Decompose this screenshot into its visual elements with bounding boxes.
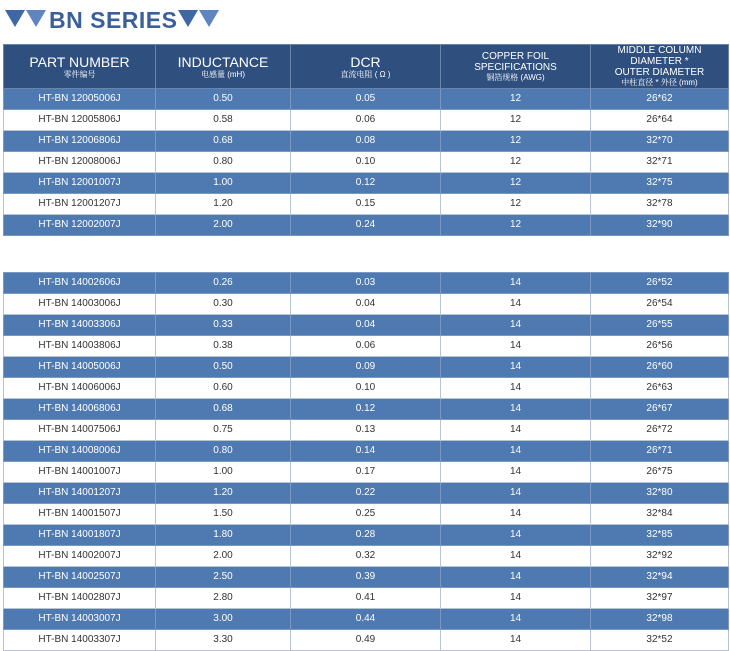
header-dcr: DCR 直流电阻 ( Ω ) <box>291 45 441 89</box>
cell-copper-foil: 14 <box>441 315 591 336</box>
cell-copper-foil: 14 <box>441 546 591 567</box>
cell-dimensions: 32*85 <box>591 525 729 546</box>
table-row <box>4 420 729 441</box>
cell-dcr: 0.13 <box>291 420 441 441</box>
table-row <box>4 546 729 567</box>
table-row <box>4 152 729 173</box>
cell-dcr: 0.25 <box>291 504 441 525</box>
double-triangle-icon <box>178 10 219 30</box>
table-row <box>4 110 729 131</box>
cell-part-number: HT-BN 14002807J <box>4 588 156 609</box>
cell-dcr: 0.28 <box>291 525 441 546</box>
cell-copper-foil: 14 <box>441 588 591 609</box>
table-row <box>4 315 729 336</box>
table-row <box>4 273 729 294</box>
table-row <box>4 483 729 504</box>
header-inductance: INDUCTANCE 电感量 (mH) <box>156 45 291 89</box>
cell-part-number: HT-BN 14008006J <box>4 441 156 462</box>
double-triangle-icon <box>5 10 46 30</box>
table-row <box>4 630 729 651</box>
cell-inductance: 0.50 <box>156 357 291 378</box>
cell-part-number: HT-BN 14001007J <box>4 462 156 483</box>
page-title: BN SERIES <box>49 7 178 33</box>
cell-part-number: HT-BN 14003006J <box>4 294 156 315</box>
triangle-icon <box>199 10 219 27</box>
cell-copper-foil: 14 <box>441 462 591 483</box>
cell-dimensions: 32*94 <box>591 567 729 588</box>
cell-inductance: 1.00 <box>156 462 291 483</box>
table-row <box>4 89 729 110</box>
cell-inductance: 0.75 <box>156 420 291 441</box>
cell-dimensions: 32*98 <box>591 609 729 630</box>
cell-dimensions: 26*71 <box>591 441 729 462</box>
cell-dcr: 0.24 <box>291 215 441 236</box>
header-dimensions: MIDDLE COLUMN DIAMETER * OUTER DIAMETER 中柱直径 * 外径 (mm) <box>591 45 729 89</box>
cell-part-number: HT-BN 14006006J <box>4 378 156 399</box>
cell-dcr: 0.15 <box>291 194 441 215</box>
cell-copper-foil: 12 <box>441 131 591 152</box>
cell-inductance: 1.00 <box>156 173 291 194</box>
cell-inductance: 2.00 <box>156 546 291 567</box>
cell-dimensions: 26*67 <box>591 399 729 420</box>
header-copper-foil: COPPER FOIL SPECIFICATIONS 铜箔规格 (AWG) <box>441 45 591 89</box>
title-bar <box>0 4 730 36</box>
cell-inductance: 1.20 <box>156 483 291 504</box>
cell-copper-foil: 14 <box>441 441 591 462</box>
cell-part-number: HT-BN 14001507J <box>4 504 156 525</box>
table-row <box>4 336 729 357</box>
cell-dcr: 0.08 <box>291 131 441 152</box>
cell-dimensions: 32*78 <box>591 194 729 215</box>
cell-dimensions: 32*80 <box>591 483 729 504</box>
cell-inductance: 0.80 <box>156 441 291 462</box>
cell-copper-foil: 12 <box>441 215 591 236</box>
cell-part-number: HT-BN 14002007J <box>4 546 156 567</box>
triangle-icon <box>5 10 25 27</box>
cell-inductance: 0.30 <box>156 294 291 315</box>
table-row <box>4 131 729 152</box>
cell-dimensions: 26*52 <box>591 273 729 294</box>
cell-inductance: 1.20 <box>156 194 291 215</box>
cell-part-number: HT-BN 14002507J <box>4 567 156 588</box>
cell-copper-foil: 14 <box>441 357 591 378</box>
cell-part-number: HT-BN 14007506J <box>4 420 156 441</box>
cell-inductance: 1.50 <box>156 504 291 525</box>
cell-dcr: 0.09 <box>291 357 441 378</box>
table-row <box>4 462 729 483</box>
table-row <box>4 567 729 588</box>
cell-dcr: 0.05 <box>291 89 441 110</box>
cell-copper-foil: 14 <box>441 525 591 546</box>
cell-part-number: HT-BN 14003306J <box>4 315 156 336</box>
cell-inductance: 2.80 <box>156 588 291 609</box>
cell-dimensions: 32*90 <box>591 215 729 236</box>
table-row <box>4 525 729 546</box>
cell-part-number: HT-BN 12008006J <box>4 152 156 173</box>
cell-dimensions: 32*97 <box>591 588 729 609</box>
cell-inductance: 0.58 <box>156 110 291 131</box>
table-header-row <box>4 45 729 89</box>
table-row <box>4 173 729 194</box>
cell-dimensions: 26*56 <box>591 336 729 357</box>
cell-dimensions: 26*54 <box>591 294 729 315</box>
cell-part-number: HT-BN 12001007J <box>4 173 156 194</box>
cell-inductance: 3.00 <box>156 609 291 630</box>
cell-inductance: 0.26 <box>156 273 291 294</box>
cell-copper-foil: 14 <box>441 609 591 630</box>
cell-dimensions: 26*64 <box>591 110 729 131</box>
cell-copper-foil: 14 <box>441 273 591 294</box>
cell-dcr: 0.04 <box>291 315 441 336</box>
cell-dcr: 0.10 <box>291 378 441 399</box>
cell-inductance: 0.50 <box>156 89 291 110</box>
cell-dcr: 0.06 <box>291 110 441 131</box>
table-row <box>4 378 729 399</box>
table-row <box>4 504 729 525</box>
cell-dimensions: 26*72 <box>591 420 729 441</box>
cell-dimensions: 32*52 <box>591 630 729 651</box>
table-row <box>4 588 729 609</box>
cell-part-number: HT-BN 14003307J <box>4 630 156 651</box>
cell-inductance: 0.60 <box>156 378 291 399</box>
cell-copper-foil: 14 <box>441 483 591 504</box>
cell-dimensions: 32*75 <box>591 173 729 194</box>
cell-inductance: 3.30 <box>156 630 291 651</box>
cell-inductance: 1.80 <box>156 525 291 546</box>
triangle-icon <box>178 10 198 27</box>
cell-dcr: 0.12 <box>291 399 441 420</box>
cell-dcr: 0.41 <box>291 588 441 609</box>
triangle-icon <box>26 10 46 27</box>
cell-part-number: HT-BN 12005806J <box>4 110 156 131</box>
table-row <box>4 357 729 378</box>
cell-dimensions: 32*71 <box>591 152 729 173</box>
cell-dcr: 0.39 <box>291 567 441 588</box>
table-row <box>4 441 729 462</box>
cell-dcr: 0.32 <box>291 546 441 567</box>
table-row <box>4 294 729 315</box>
cell-copper-foil: 14 <box>441 420 591 441</box>
cell-dcr: 0.12 <box>291 173 441 194</box>
cell-dcr: 0.44 <box>291 609 441 630</box>
cell-inductance: 0.38 <box>156 336 291 357</box>
cell-dcr: 0.49 <box>291 630 441 651</box>
spec-table-awg12 <box>3 44 729 236</box>
cell-part-number: HT-BN 12001207J <box>4 194 156 215</box>
cell-dimensions: 32*92 <box>591 546 729 567</box>
cell-copper-foil: 14 <box>441 630 591 651</box>
cell-dimensions: 26*62 <box>591 89 729 110</box>
cell-part-number: HT-BN 12005006J <box>4 89 156 110</box>
cell-dcr: 0.06 <box>291 336 441 357</box>
cell-copper-foil: 12 <box>441 89 591 110</box>
cell-part-number: HT-BN 14006806J <box>4 399 156 420</box>
cell-dcr: 0.10 <box>291 152 441 173</box>
cell-part-number: HT-BN 12002007J <box>4 215 156 236</box>
cell-dimensions: 32*70 <box>591 131 729 152</box>
cell-inductance: 2.00 <box>156 215 291 236</box>
cell-part-number: HT-BN 14003806J <box>4 336 156 357</box>
cell-dcr: 0.04 <box>291 294 441 315</box>
cell-part-number: HT-BN 14005006J <box>4 357 156 378</box>
table-row <box>4 215 729 236</box>
cell-part-number: HT-BN 14001207J <box>4 483 156 504</box>
cell-copper-foil: 14 <box>441 399 591 420</box>
cell-inductance: 0.68 <box>156 131 291 152</box>
cell-dcr: 0.03 <box>291 273 441 294</box>
header-part-number: PART NUMBER 零件编号 <box>4 45 156 89</box>
cell-copper-foil: 14 <box>441 378 591 399</box>
cell-part-number: HT-BN 12006806J <box>4 131 156 152</box>
cell-part-number: HT-BN 14001807J <box>4 525 156 546</box>
cell-copper-foil: 14 <box>441 294 591 315</box>
cell-copper-foil: 12 <box>441 194 591 215</box>
cell-copper-foil: 12 <box>441 110 591 131</box>
cell-copper-foil: 14 <box>441 336 591 357</box>
cell-copper-foil: 12 <box>441 173 591 194</box>
cell-inductance: 0.33 <box>156 315 291 336</box>
cell-dcr: 0.14 <box>291 441 441 462</box>
cell-dimensions: 32*84 <box>591 504 729 525</box>
table-row <box>4 194 729 215</box>
cell-dcr: 0.17 <box>291 462 441 483</box>
cell-inductance: 0.68 <box>156 399 291 420</box>
cell-dimensions: 26*75 <box>591 462 729 483</box>
cell-dimensions: 26*63 <box>591 378 729 399</box>
cell-copper-foil: 14 <box>441 567 591 588</box>
cell-copper-foil: 12 <box>441 152 591 173</box>
spec-table-awg14 <box>3 272 729 651</box>
cell-copper-foil: 14 <box>441 504 591 525</box>
cell-dimensions: 26*60 <box>591 357 729 378</box>
cell-part-number: HT-BN 14003007J <box>4 609 156 630</box>
table-row <box>4 399 729 420</box>
cell-inductance: 2.50 <box>156 567 291 588</box>
cell-dcr: 0.22 <box>291 483 441 504</box>
cell-dimensions: 26*55 <box>591 315 729 336</box>
cell-inductance: 0.80 <box>156 152 291 173</box>
table-row <box>4 609 729 630</box>
cell-part-number: HT-BN 14002606J <box>4 273 156 294</box>
